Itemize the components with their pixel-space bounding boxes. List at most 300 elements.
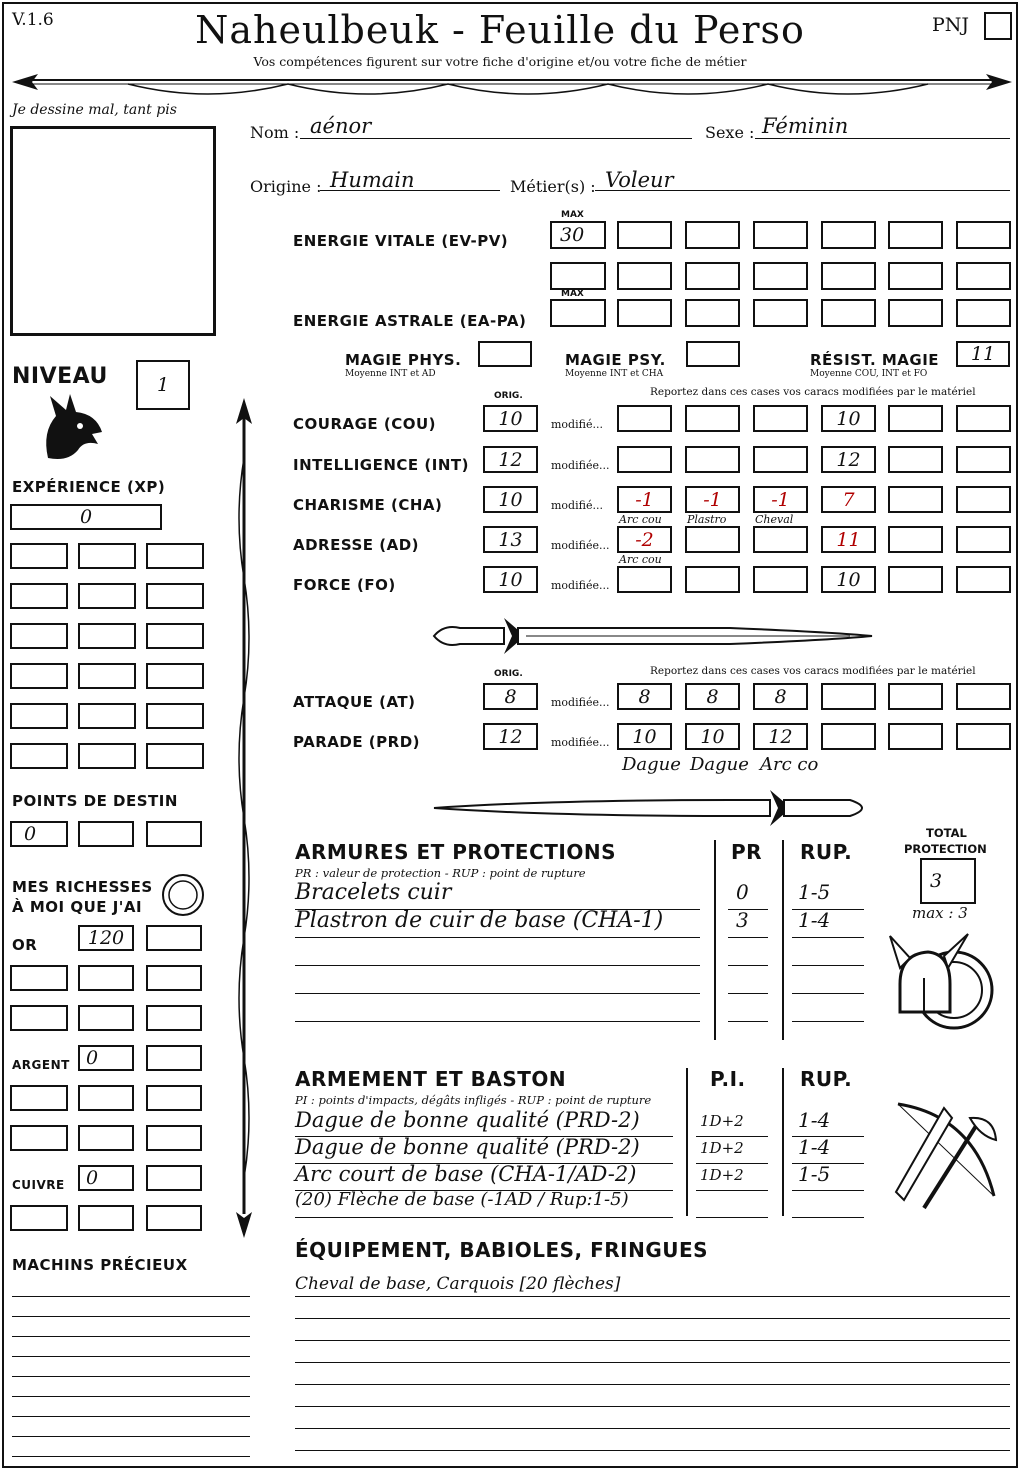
stat-mod-box-value (687, 448, 738, 471)
ev-box[interactable] (685, 221, 740, 249)
ea-box[interactable] (888, 299, 943, 327)
armor-rup-line (792, 1021, 864, 1022)
xp-value: 0 (79, 506, 93, 528)
armor-rup-line (792, 965, 864, 966)
stat-mod-box-value (687, 407, 738, 430)
sword-icon (430, 614, 876, 656)
xp-box[interactable] (10, 504, 162, 530)
richesses-label-1: MES RICHESSES (12, 878, 153, 896)
precious-line[interactable] (12, 1456, 250, 1457)
precious-line[interactable] (12, 1396, 250, 1397)
wealth-box[interactable] (146, 1125, 202, 1151)
combat-mod-box[interactable] (821, 683, 876, 710)
stat-mod-box-value (890, 488, 941, 511)
stat-orig-box[interactable] (483, 486, 538, 513)
combat-orig-box[interactable] (483, 723, 538, 750)
combat-mod-box-value: 10 (632, 725, 657, 748)
ev-box[interactable] (956, 262, 1011, 290)
magie-phys-box[interactable] (478, 341, 532, 367)
wealth-box[interactable] (146, 1045, 202, 1071)
stat-mod-box-value: 11 (836, 528, 861, 551)
stat-mod-box[interactable] (617, 405, 672, 432)
armor-line (295, 1021, 700, 1022)
weapons-rup-header: RUP. (800, 1067, 853, 1091)
ea-box[interactable] (956, 299, 1011, 327)
stat-mod-box[interactable] (821, 486, 876, 513)
ev-box[interactable] (753, 262, 808, 290)
ev-box[interactable] (617, 262, 672, 290)
ev-box[interactable] (888, 221, 943, 249)
stat-orig-box-value: 13 (498, 528, 523, 551)
ea-max-value (552, 301, 604, 325)
armor-divider-2 (782, 840, 784, 1040)
weapons-title: ARMEMENT ET BASTON (295, 1067, 567, 1091)
xp-box[interactable] (78, 543, 136, 569)
stat-mod-box-value (687, 568, 738, 591)
sexe-value[interactable]: Féminin (762, 114, 849, 138)
ea-label: ENERGIE ASTRALE (EA-PA) (293, 312, 527, 330)
combat-mod-box-value (890, 685, 941, 708)
armor-line (295, 993, 700, 994)
ev-max-label: MAX (561, 210, 584, 220)
resist-magie-sub: Moyenne COU, INT et FO (810, 369, 928, 379)
xp-box[interactable] (146, 703, 204, 729)
wealth-box[interactable] (78, 1005, 134, 1031)
combat-modified-label: modifiée... (551, 696, 610, 709)
niveau-box[interactable] (136, 360, 190, 410)
destin-box-1[interactable] (10, 821, 68, 847)
xp-box[interactable] (10, 583, 68, 609)
armor-pr-line (728, 965, 768, 966)
stat-modified-label: modifiée... (551, 539, 610, 552)
stat-orig-box-value: 10 (498, 488, 523, 511)
combat-mod-box[interactable] (617, 723, 672, 750)
origine-label: Origine : (250, 177, 322, 196)
cuivre-box[interactable] (78, 1165, 134, 1191)
stat-mod-box-value (890, 407, 941, 430)
wealth-box[interactable] (146, 965, 202, 991)
stat-mod-box-value (619, 448, 670, 471)
stat-mod-box-value (619, 568, 670, 591)
combat-mod-box-value (823, 725, 874, 748)
weapon-pi-line (696, 1163, 768, 1164)
stat-mod-box-value (755, 568, 806, 591)
ea-box[interactable] (685, 299, 740, 327)
stat-note: Cheval (755, 513, 794, 526)
xp-box[interactable] (78, 623, 136, 649)
sexe-line (755, 138, 1010, 139)
equipment-line (295, 1450, 1010, 1451)
stat-mod-box[interactable] (821, 526, 876, 553)
weapon-pi[interactable]: 1D+2 (700, 1112, 744, 1130)
equipment-title: ÉQUIPEMENT, BABIOLES, FRINGUES (295, 1238, 709, 1262)
ea-box[interactable] (821, 299, 876, 327)
weapons-pi-header: P.I. (710, 1067, 746, 1091)
ea-box[interactable] (753, 299, 808, 327)
stat-mod-box[interactable] (753, 405, 808, 432)
stat-mod-box-value: -1 (635, 488, 654, 511)
total-label-1: TOTAL (926, 826, 967, 840)
wealth-box[interactable] (10, 1005, 68, 1031)
wealth-box[interactable] (10, 1205, 68, 1231)
version-label: V.1.6 (12, 10, 54, 30)
total-protection-box[interactable] (920, 858, 976, 904)
combat-orig-box-value: 12 (498, 725, 523, 748)
wealth-box[interactable] (146, 1005, 202, 1031)
weapon-pi-line (696, 1190, 768, 1191)
combat-mod-box-value: 10 (700, 725, 725, 748)
stat-mod-box-value (958, 528, 1009, 551)
wealth-box[interactable] (78, 1205, 134, 1231)
xp-box[interactable] (10, 703, 68, 729)
xp-box[interactable] (78, 583, 136, 609)
ev-box[interactable] (956, 221, 1011, 249)
stat-label: INTELLIGENCE (INT) (293, 456, 469, 474)
equipment-line (295, 1362, 1010, 1363)
nom-line (300, 138, 692, 139)
stat-mod-box[interactable] (956, 486, 1011, 513)
magie-psy-value (688, 343, 738, 365)
origine-value[interactable]: Humain (330, 168, 415, 192)
equipment-line (295, 1384, 1010, 1385)
weapon-rup-line (792, 1217, 864, 1218)
weapon-name[interactable]: (20) Flèche de base (-1AD / Rup:1-5) (295, 1189, 629, 1210)
combat-mod-box[interactable] (956, 683, 1011, 710)
destin-box-3[interactable] (146, 821, 202, 847)
stat-mod-box[interactable] (821, 566, 876, 593)
weapon-rup[interactable]: 1-4 (798, 1108, 831, 1132)
stat-mod-box[interactable] (685, 486, 740, 513)
page-subtitle: Vos compétences figurent sur votre fiche d'origine et/ou votre fiche de métier (253, 54, 747, 69)
xp-box[interactable] (146, 623, 204, 649)
weapons-sub: PI : points d'impacts, dégâts infligés - RUP : point de rupture (295, 1093, 652, 1107)
ea-max-label: MAX (561, 289, 584, 299)
xp-box[interactable] (78, 743, 136, 769)
combat-mod-box-value (823, 685, 874, 708)
ea-box[interactable] (617, 299, 672, 327)
combat-mod-box-value (958, 725, 1009, 748)
magie-phys-label: MAGIE PHYS. (345, 351, 462, 369)
xp-box[interactable] (146, 663, 204, 689)
combat-report-note: Reportez dans ces cases vos caracs modifiées par le matériel (650, 665, 976, 677)
magie-psy-box[interactable] (686, 341, 740, 367)
precious-line[interactable] (12, 1316, 250, 1317)
precious-line[interactable] (12, 1356, 250, 1357)
stat-mod-box[interactable] (888, 566, 943, 593)
weapon-rup[interactable]: 1-4 (798, 1135, 831, 1159)
armor-sub: PR : valeur de protection - RUP : point de rupture (295, 866, 586, 880)
magie-phys-value (480, 343, 530, 365)
pnj-label: PNJ (932, 14, 970, 36)
xp-box[interactable] (10, 743, 68, 769)
stat-orig-box[interactable] (483, 526, 538, 553)
stat-mod-box[interactable] (753, 486, 808, 513)
niveau-label: NIVEAU (12, 364, 108, 389)
ev-box[interactable] (888, 262, 943, 290)
stat-orig-box[interactable] (483, 405, 538, 432)
stat-mod-box[interactable] (753, 566, 808, 593)
resist-magie-box[interactable] (956, 341, 1010, 367)
armor-pr-line (728, 1021, 768, 1022)
stat-note: Arc cou (619, 513, 662, 526)
stat-mod-box-value (755, 448, 806, 471)
weapon-pi-line (696, 1136, 768, 1137)
xp-box[interactable] (78, 663, 136, 689)
stat-mod-box-value: 10 (836, 568, 861, 591)
combat-label: PARADE (PRD) (293, 733, 421, 751)
stat-mod-box[interactable] (821, 446, 876, 473)
ev-max-box[interactable] (550, 221, 606, 249)
weapon-note-3: Arc co (760, 754, 819, 775)
combat-orig-box-value: 8 (504, 685, 517, 708)
sexe-label: Sexe : (705, 123, 755, 142)
ev-box[interactable] (821, 262, 876, 290)
cuivre-value: 0 (86, 1167, 99, 1189)
weapons-divider-1 (686, 1068, 688, 1216)
equipment-line (295, 1340, 1010, 1341)
stat-mod-box[interactable] (888, 446, 943, 473)
magie-psy-label: MAGIE PSY. (565, 351, 666, 369)
stat-mod-box-value: 10 (836, 407, 861, 430)
combat-mod-box[interactable] (888, 723, 943, 750)
stat-mod-box[interactable] (888, 405, 943, 432)
stat-mod-box[interactable] (617, 486, 672, 513)
or-label: OR (12, 936, 38, 954)
combat-mod-box[interactable] (685, 683, 740, 710)
armor-name[interactable]: Plastron de cuir de base (CHA-1) (295, 908, 664, 933)
argent-box[interactable] (78, 1045, 134, 1071)
combat-mod-box[interactable] (753, 683, 808, 710)
weapon-pi-line (696, 1217, 768, 1218)
xp-box[interactable] (10, 623, 68, 649)
wealth-box[interactable] (10, 1125, 68, 1151)
wealth-box[interactable] (146, 925, 202, 951)
ev-box[interactable] (550, 262, 606, 290)
combat-mod-box[interactable] (753, 723, 808, 750)
or-value: 120 (87, 927, 125, 949)
xp-box[interactable] (78, 703, 136, 729)
total-max: max : 3 (912, 904, 968, 922)
destin-value: 0 (24, 823, 37, 845)
weapon-line (295, 1217, 673, 1218)
stat-mod-box[interactable] (685, 446, 740, 473)
armor-rup[interactable]: 1-5 (798, 880, 831, 904)
weapon-rup-line (792, 1190, 864, 1191)
coin-icon (160, 872, 206, 918)
armor-pr[interactable]: 3 (736, 908, 749, 932)
combat-label: ATTAQUE (AT) (293, 693, 416, 711)
weapon-note-1: Dague (622, 754, 681, 775)
stat-mod-box-value (958, 568, 1009, 591)
combat-mod-box-value: 8 (774, 685, 787, 708)
ev-box[interactable] (753, 221, 808, 249)
stat-mod-box[interactable] (753, 446, 808, 473)
sword-2-icon (430, 786, 876, 828)
stat-orig-box-value: 12 (498, 448, 523, 471)
wealth-box[interactable] (146, 1085, 202, 1111)
equipment-item[interactable]: Cheval de base, Carquois [20 flèches] (295, 1274, 621, 1294)
ev-box[interactable] (685, 262, 740, 290)
ev-box[interactable] (821, 221, 876, 249)
stat-label: ADRESSE (AD) (293, 536, 420, 554)
destin-label: POINTS DE DESTIN (12, 792, 178, 810)
precious-line[interactable] (12, 1416, 250, 1417)
combat-mod-box-value: 8 (638, 685, 651, 708)
magie-phys-sub: Moyenne INT et AD (345, 369, 436, 379)
combat-mod-box[interactable] (956, 723, 1011, 750)
stat-mod-box[interactable] (617, 566, 672, 593)
wealth-box[interactable] (78, 1125, 134, 1151)
armor-line (295, 965, 700, 966)
stat-mod-box-value: -1 (771, 488, 790, 511)
or-box[interactable] (78, 925, 134, 951)
metier-value[interactable]: Voleur (605, 168, 674, 192)
dragon-head-icon (40, 392, 106, 464)
stat-mod-box[interactable] (821, 405, 876, 432)
nom-label: Nom : (250, 123, 300, 142)
stat-modified-label: modifié... (551, 418, 603, 431)
combat-mod-box[interactable] (685, 723, 740, 750)
wealth-box[interactable] (10, 965, 68, 991)
stat-mod-box-value: 12 (836, 448, 861, 471)
weapon-name[interactable]: Arc court de base (CHA-1/AD-2) (295, 1162, 637, 1186)
stat-modified-label: modifiée... (551, 579, 610, 592)
stat-mod-box[interactable] (753, 526, 808, 553)
metier-line (595, 190, 1010, 191)
combat-mod-box[interactable] (888, 683, 943, 710)
stat-mod-box-value: -1 (703, 488, 722, 511)
wealth-box[interactable] (78, 1085, 134, 1111)
stat-label: CHARISME (CHA) (293, 496, 443, 514)
stat-mod-box[interactable] (617, 446, 672, 473)
richesses-label-2: À MOI QUE J'AI (12, 898, 143, 916)
stat-mod-box[interactable] (685, 405, 740, 432)
helmet-shield-icon (888, 928, 998, 1046)
stat-mod-box[interactable] (956, 446, 1011, 473)
combat-mod-box[interactable] (821, 723, 876, 750)
argent-value: 0 (86, 1047, 99, 1069)
precious-line[interactable] (12, 1436, 250, 1437)
metier-label: Métier(s) : (510, 177, 596, 196)
cuivre-label: CUIVRE (12, 1178, 65, 1192)
stat-mod-box[interactable] (956, 405, 1011, 432)
xp-box[interactable] (146, 543, 204, 569)
pnj-checkbox[interactable] (984, 12, 1012, 40)
destin-box-2[interactable] (78, 821, 134, 847)
stat-mod-box[interactable] (956, 526, 1011, 553)
magie-psy-sub: Moyenne INT et CHA (565, 369, 664, 379)
ea-max-box[interactable] (550, 299, 606, 327)
weapons-divider-2 (782, 1068, 784, 1216)
ev-label: ENERGIE VITALE (EV-PV) (293, 232, 509, 250)
stat-mod-box-value: 7 (842, 488, 855, 511)
weapon-pi[interactable]: 1D+2 (700, 1139, 744, 1157)
wealth-box[interactable] (146, 1165, 202, 1191)
stat-mod-box[interactable] (617, 526, 672, 553)
stat-mod-box[interactable] (888, 486, 943, 513)
nom-value[interactable]: aénor (310, 114, 372, 138)
xp-box[interactable] (10, 663, 68, 689)
weapon-note-2: Dague (690, 754, 749, 775)
weapon-name[interactable]: Dague de bonne qualité (PRD-2) (295, 1108, 640, 1132)
armor-name[interactable]: Bracelets cuir (295, 880, 452, 905)
machins-label: MACHINS PRÉCIEUX (12, 1256, 188, 1274)
portrait-caption: Je dessine mal, tant pis (12, 102, 177, 118)
stat-mod-box-value (958, 488, 1009, 511)
combat-mod-box[interactable] (617, 683, 672, 710)
stat-modified-label: modifié... (551, 499, 603, 512)
armor-pr-line (728, 993, 768, 994)
stat-mod-box[interactable] (685, 566, 740, 593)
stat-label: FORCE (FO) (293, 576, 396, 594)
stat-mod-box-value (755, 528, 806, 551)
equipment-line (295, 1296, 1010, 1297)
stat-mod-box-value (890, 528, 941, 551)
wealth-box[interactable] (78, 965, 134, 991)
wealth-box[interactable] (10, 1085, 68, 1111)
weapon-rup[interactable]: 1-5 (798, 1162, 831, 1186)
combat-mod-box-value: 8 (706, 685, 719, 708)
precious-line[interactable] (12, 1376, 250, 1377)
stat-mod-box[interactable] (956, 566, 1011, 593)
vertical-spear-icon (232, 398, 256, 1238)
precious-line[interactable] (12, 1296, 250, 1297)
equipment-line (295, 1428, 1010, 1429)
ev-max-value: 30 (560, 224, 585, 246)
xp-box[interactable] (10, 543, 68, 569)
armor-pr[interactable]: 0 (736, 880, 749, 904)
stat-note: Arc cou (619, 553, 662, 566)
combat-orig-box[interactable] (483, 683, 538, 710)
stat-orig-box[interactable] (483, 566, 538, 593)
armor-rup-line (792, 993, 864, 994)
weapon-name[interactable]: Dague de bonne qualité (PRD-2) (295, 1135, 640, 1159)
stat-mod-box[interactable] (685, 526, 740, 553)
stat-mod-box-value: -2 (635, 528, 654, 551)
precious-line[interactable] (12, 1336, 250, 1337)
stat-mod-box-value (687, 528, 738, 551)
stat-orig-box-value: 10 (498, 568, 523, 591)
stat-orig-box[interactable] (483, 446, 538, 473)
portrait-box[interactable] (10, 126, 216, 336)
total-protection-value: 3 (930, 870, 943, 892)
armor-pr-line (728, 937, 768, 938)
stat-mod-box-value (619, 407, 670, 430)
argent-label: ARGENT (12, 1058, 70, 1072)
total-label-2: PROTECTION (904, 842, 987, 856)
combat-orig-label: ORIG. (494, 669, 523, 679)
armor-line (295, 937, 700, 938)
armor-rup[interactable]: 1-4 (798, 908, 831, 932)
stat-mod-box[interactable] (888, 526, 943, 553)
stat-mod-box-value (958, 448, 1009, 471)
xp-label: EXPÉRIENCE (XP) (12, 478, 166, 496)
xp-box[interactable] (146, 583, 204, 609)
stat-mod-box-value (890, 448, 941, 471)
equipment-line (295, 1406, 1010, 1407)
weapon-pi[interactable]: 1D+2 (700, 1166, 744, 1184)
wealth-box[interactable] (146, 1205, 202, 1231)
xp-box[interactable] (146, 743, 204, 769)
origine-line (320, 190, 500, 191)
spear-divider-icon (8, 64, 1016, 104)
ev-box[interactable] (617, 221, 672, 249)
combat-mod-box-value (958, 685, 1009, 708)
stat-mod-box-value (958, 407, 1009, 430)
stat-label: COURAGE (COU) (293, 415, 437, 433)
resist-magie-value: 11 (970, 343, 996, 365)
stats-orig-label: ORIG. (494, 391, 523, 401)
